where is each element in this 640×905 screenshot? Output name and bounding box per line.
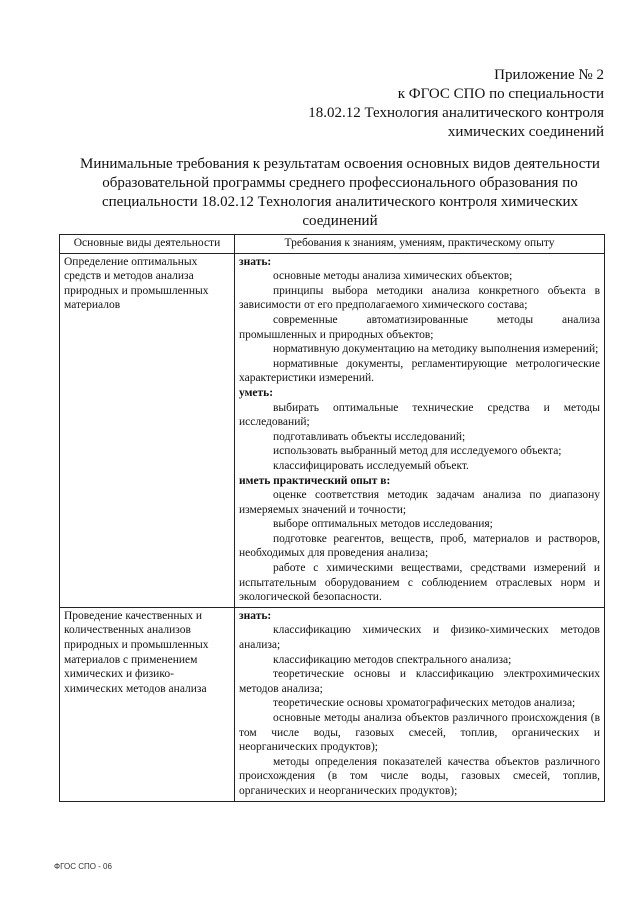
title-line: Минимальные требования к результатам освоения основных видов деятельности: [80, 156, 600, 172]
requirement-item: подготовке реагентов, веществ, проб, материалов и растворов, необходимых для проведения анализа;: [239, 532, 600, 560]
requirement-item: выбирать оптимальные технические средства и методы исследований;: [239, 401, 600, 429]
can-heading: уметь:: [239, 386, 274, 399]
requirement-item: работе с химическими веществами, средствами измерений и испытательным оборудованием с соблюдением отраслевых норм и экологической безопасности.: [239, 562, 600, 604]
activity-cell: Определение оптимальных средств и методов анализа природных и промышленных материалов: [60, 253, 235, 607]
requirement-item: основные методы анализа объектов различного происхождения (в том числе воды, газовых смесей, топлив, органических и неорганических продуктов);: [239, 712, 600, 754]
requirement-item: теоретические основы хроматографических методов анализа;: [273, 697, 576, 710]
page-footer: ФГОС СПО - 06: [54, 862, 112, 871]
requirement-item: классификацию методов спектрального анализа;: [273, 653, 512, 666]
requirement-item: современные автоматизированные методы анализа промышленных и природных объектов;: [239, 313, 600, 341]
table-header-row: [60, 235, 605, 254]
requirement-item: нормативные документы, регламентирующие метрологические характеристики измерений.: [239, 357, 600, 385]
requirement-item: подготавливать объекты исследований;: [273, 430, 466, 443]
know-heading: знать:: [239, 609, 272, 622]
experience-heading: иметь практический опыт в:: [239, 474, 391, 487]
requirement-item: теоретические основы и классификацию электрохимических методов анализа;: [239, 668, 600, 695]
header-requirements: Требования к знаниям, умениям, практическому опыту: [235, 235, 605, 254]
requirement-item: методы определения показателей качества объектов различного происхождения (в том числе воды, газовых смесей, топлив, органических и неорганических продуктов);: [239, 755, 600, 797]
requirement-item: использовать выбранный метод для исследуемого объекта;: [273, 445, 562, 458]
requirements-cell: [235, 607, 605, 801]
title-line: специальности 18.02.12 Технология аналитического контроля химических: [101, 194, 579, 210]
document-title: [70, 155, 610, 231]
activity-cell: Проведение качественных и количественных анализов природных и промышленных материалов с применением химических и физико-химических методов анализа: [60, 607, 235, 801]
table-row: [60, 253, 605, 607]
appendix-header: [308, 66, 604, 142]
requirement-item: принципы выбора методики анализа конкретного объекта в зависимости от его предполагаемого химического состава;: [239, 284, 600, 312]
table-row: [60, 607, 605, 801]
header-activities: Основные виды деятельности: [60, 235, 235, 254]
requirement-item: выборе оптимальных методов исследования;: [273, 518, 493, 531]
appendix-line: Приложение № 2: [494, 67, 604, 83]
requirement-item: классифицировать исследуемый объект.: [273, 459, 469, 472]
requirements-cell: [235, 253, 605, 607]
requirement-item: нормативную документацию на методику выполнения измерений;: [273, 343, 599, 356]
requirement-item: основные методы анализа химических объектов;: [273, 270, 513, 283]
title-line: соединений: [302, 213, 378, 229]
requirement-item: классификацию химических и физико-химических методов анализа;: [239, 624, 600, 652]
title-line: образовательной программы среднего профессионального образования по: [102, 175, 578, 191]
know-heading: знать:: [239, 255, 272, 268]
appendix-line: к ФГОС СПО по специальности: [397, 86, 604, 102]
requirements-table: [59, 234, 605, 802]
appendix-line: химических соединений: [447, 124, 604, 140]
requirement-item: оценке соответствия методик задачам анализа по диапазону измеряемых значений и точности;: [239, 489, 600, 516]
appendix-line: 18.02.12 Технология аналитического контроля: [308, 105, 604, 121]
